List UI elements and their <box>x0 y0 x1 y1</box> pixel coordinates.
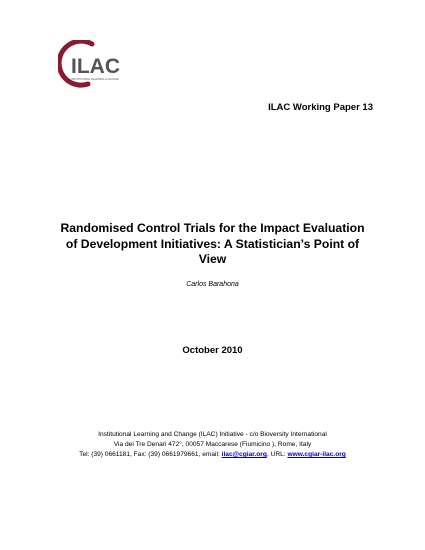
title-line-2: of Development Initiatives: A Statistician’s Point of <box>65 236 360 251</box>
title-line-3: View <box>198 252 227 266</box>
footer-url-label: , URL: <box>266 451 288 458</box>
document-title <box>40 221 385 268</box>
working-paper-label: ILAC Working Paper 13 <box>268 102 373 113</box>
logo-tagline: INSTITUTIONAL LEARNING & CHANGE <box>71 78 119 81</box>
publication-date: October 2010 <box>182 345 243 356</box>
footer-line-1: Institutional Learning and Change (ILAC) Initiative - c/o Bioversity International <box>98 431 327 438</box>
logo-text: ILAC <box>71 55 120 78</box>
title-line-1: Randomised Control Trials for the Impact Evaluation <box>60 221 365 235</box>
email-link[interactable]: ilac@cgiar.org <box>221 451 267 458</box>
footer-contact-text: Tel: (39) 0661181, Fax: (39) 0661979661, email: <box>79 451 222 458</box>
ilac-logo <box>58 40 130 90</box>
footer-line-2: Via dei Tre Denari 472°, 00057 Maccarese (Fiumicino ), Rome, Italy <box>113 441 312 448</box>
footer-line-3 <box>0 450 425 460</box>
author-name: Carlos Barahona <box>186 281 239 288</box>
url-link[interactable]: www.cgiar-ilac.org <box>287 451 346 458</box>
footer-address <box>0 430 425 460</box>
